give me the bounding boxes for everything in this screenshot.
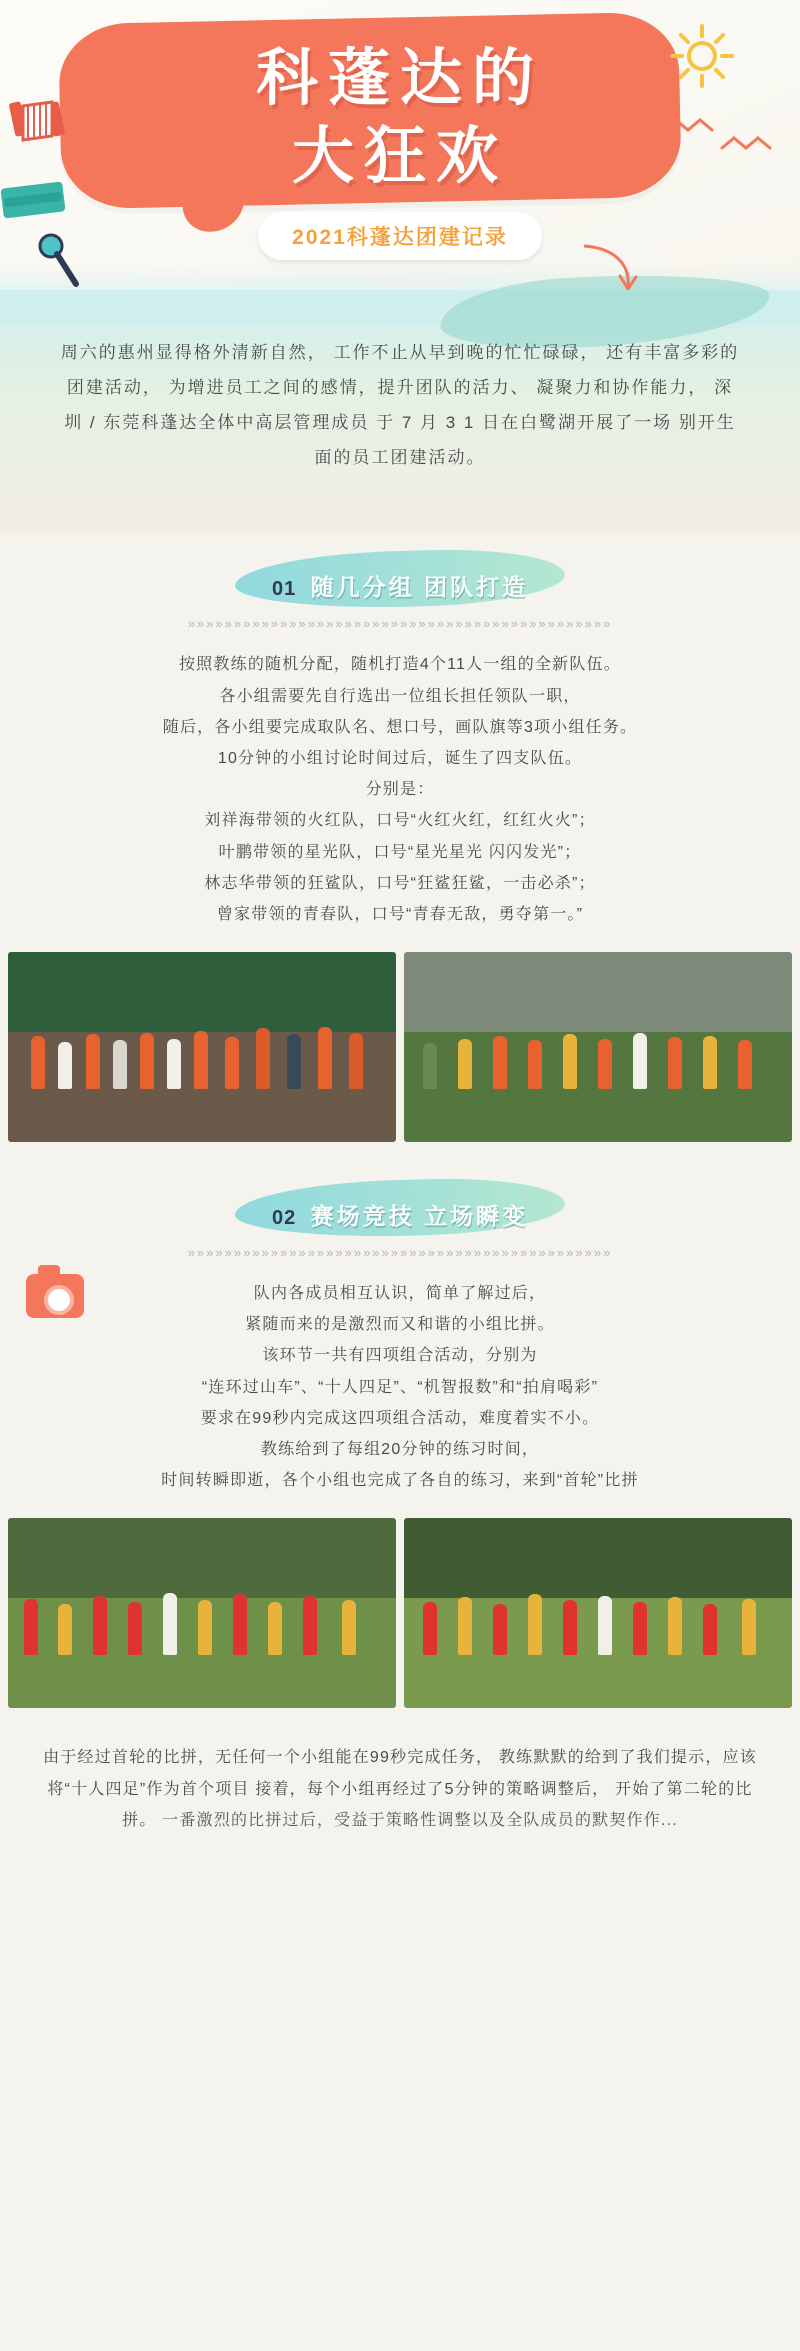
section-02 [0, 1162, 800, 1844]
intro-line: 还有丰富多彩的团建活动， [66, 343, 740, 397]
body-line: 刘祥海带领的火红队，口号“火红火红，红红火火”； [204, 812, 596, 830]
body-line: 分别是： [365, 781, 435, 799]
intro-paragraph [60, 336, 740, 475]
tail-line: 接着，每个小组再经过了5分钟的策略调整后， [255, 1780, 610, 1798]
section-title: 随几分组 团队打造 [310, 574, 529, 601]
tail-line: 开始了第二轮的比拼。 [122, 1780, 753, 1829]
page-title [0, 40, 800, 195]
section-01-body [0, 649, 800, 930]
camera-icon [26, 1274, 84, 1318]
body-line: 时间转瞬即逝，各个小组也完成了各自的练习，来到“首轮”比拼 [161, 1472, 639, 1490]
tail-line: 由于经过首轮的比拼，无任何一个小组能在99秒完成任务， [43, 1749, 494, 1767]
intro-line: 凝聚力和协作能力， [536, 377, 708, 397]
section-02-photos [0, 1496, 800, 1728]
section-number: 02 [271, 1207, 297, 1230]
body-line: 林志华带领的狂鲨队，口号“狂鲨狂鲨，一击必杀”； [204, 874, 596, 892]
body-line: 按照教练的随机分配，随机打造4个11人一组的全新队伍。 [179, 656, 621, 674]
photo-team-flags-outdoor [404, 952, 792, 1142]
body-line: 教练给到了每组20分钟的练习时间， [260, 1441, 540, 1458]
intro-line: 于 7 月 3 1 日在白鹭湖开展了一场 [376, 412, 673, 432]
chevron-divider: »»»»»»»»»»»»»»»»»»»»»»»»»»»»»»»»»»»»»»»»»»»»»» [187, 1245, 613, 1261]
body-line: 10分钟的小组讨论时间过后，诞生了四支队伍。 [217, 749, 583, 767]
tail-line: 一番激烈的比拼过后，受益于策略性调整以及全队成员的默契作作... [162, 1811, 678, 1829]
body-line: 叶鹏带领的星光队，口号“星光星光 闪闪发光”； [218, 843, 582, 861]
page-title-line1: 科蓬达的 [255, 44, 544, 113]
section-01 [0, 533, 800, 1162]
section-01-heading [0, 543, 800, 608]
intro-line: 为增进员工之间的感情，提升团队的活力、 [168, 377, 530, 397]
intro-line: 别开生面的员工团建活动。 [314, 412, 736, 467]
intro-line: 周六的惠州显得格外清新自然， [60, 343, 327, 362]
intro-line: 工作不止从早到晚的忙忙碌碌， [333, 343, 600, 362]
section-02-body [0, 1278, 800, 1496]
photo-group-activity-circle [8, 1518, 396, 1708]
body-line: 随后，各小组要完成取队名、想口号，画队旗等3项小组任务。 [162, 718, 638, 736]
page-title-line2: 大狂欢 [291, 121, 508, 191]
page-subtitle: 2021科蓬达团建记录 [258, 212, 542, 260]
tail-line: 教练默默的给到了我们提示，应该将“十人四足”作为首个项目 [47, 1749, 757, 1798]
body-line: 紧随而来的是激烈而又和谐的小组比拼。 [245, 1316, 555, 1334]
section-01-photos [0, 930, 800, 1162]
subtitle-wrap [0, 212, 800, 260]
photo-team-lineup-indoor [8, 952, 396, 1142]
body-line: 队内各成员相互认识，简单了解过后， [253, 1285, 547, 1303]
body-line: 各小组需要先自行选出一位组长担任领队一职， [219, 687, 581, 705]
body-line: 要求在99秒内完成这四项组合活动，难度着实不小。 [200, 1409, 600, 1427]
chevron-divider: »»»»»»»»»»»»»»»»»»»»»»»»»»»»»»»»»»»»»»»»»»»»»» [187, 616, 613, 632]
section-02-heading [0, 1172, 800, 1237]
photo-group-activity-handsup [404, 1518, 792, 1708]
section-02-tail [0, 1728, 800, 1844]
body-line: 该环节一共有四项组合活动，分别为 [262, 1347, 538, 1365]
intro-block [0, 290, 800, 533]
body-line: 曾家带领的青春队，口号“青春无敌，勇夺第一。” [216, 905, 584, 923]
header [0, 0, 800, 290]
section-number: 01 [271, 578, 297, 601]
body-line: “连环过山车”、“十人四足”、“机智报数”和“拍肩喝彩” [201, 1378, 599, 1396]
section-title: 赛场竞技 立场瞬变 [310, 1203, 529, 1230]
intro-line: 深圳 / 东莞科蓬达全体中高层管理成员 [64, 377, 734, 432]
